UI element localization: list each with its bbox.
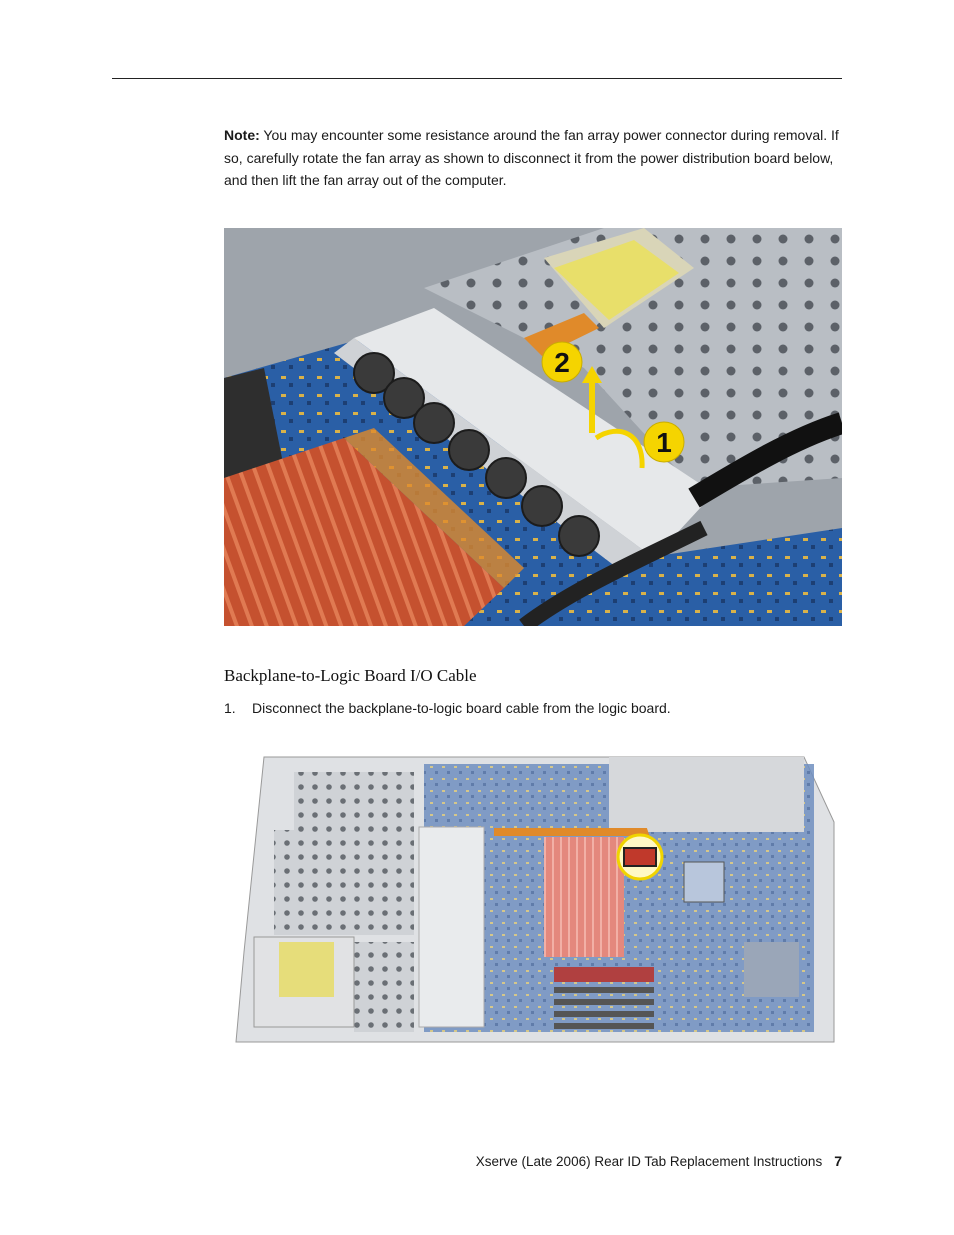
page-footer [476, 1153, 842, 1169]
fan-array-removal-photo [224, 228, 842, 626]
step-1 [224, 700, 671, 716]
step-1-number: 1. [224, 700, 236, 716]
footer-doc-title: Xserve (Late 2006) Rear ID Tab Replacement Instructions [475, 1154, 823, 1169]
note-label: Note: [224, 127, 260, 143]
callout-2: 2 [554, 347, 570, 378]
note-paragraph [224, 124, 844, 192]
section-title: Backplane-to-Logic Board I/O Cable [224, 666, 477, 685]
header-rule [112, 78, 842, 79]
note-text: You may encounter some resistance around the fan array power connector during removal. If so, carefully rotate the fan array as shown to disconnect it from the power distribution board below, and then lift the fan array out of the computer. [224, 127, 839, 188]
page-number: 7 [834, 1153, 842, 1169]
chassis-overview-photo [224, 752, 842, 1057]
callout-1: 1 [656, 427, 672, 458]
step-1-text: Disconnect the backplane-to-logic board cable from the logic board. [252, 700, 671, 716]
